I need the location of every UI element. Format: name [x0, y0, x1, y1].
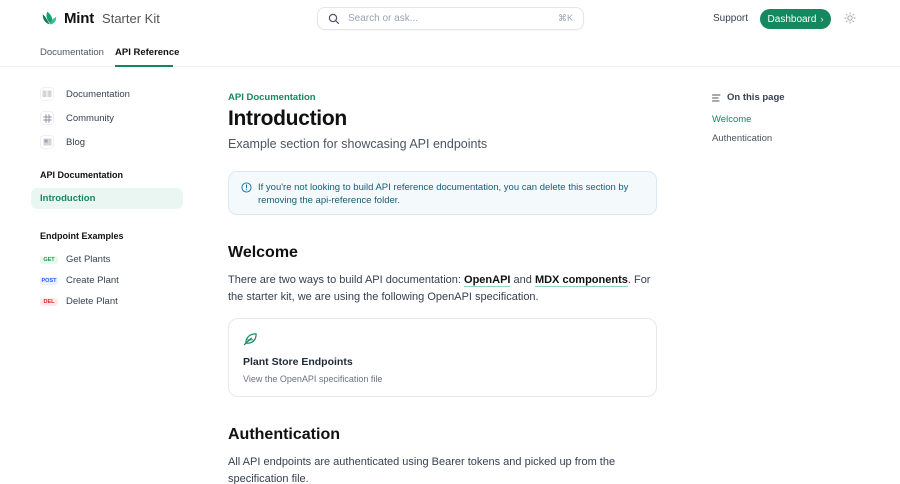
endpoint-label: Delete Plant	[66, 296, 118, 307]
dashboard-label: Dashboard	[767, 13, 817, 25]
card-title: Plant Store Endpoints	[243, 356, 353, 368]
slack-icon	[40, 111, 54, 125]
sidebar-item-delete-plant[interactable]	[40, 296, 118, 307]
callout-text: If you're not looking to build API reference documentation, you can delete this section by removing the api-reference folder.	[258, 182, 629, 206]
method-badge-get: GET	[40, 256, 58, 264]
search-shortcut: ⌘K	[557, 13, 573, 23]
nav-tabs	[0, 38, 900, 67]
search-icon	[328, 13, 340, 25]
chevron-right-icon: ›	[820, 14, 824, 24]
dashboard-button[interactable]	[760, 9, 831, 29]
info-icon	[241, 182, 252, 193]
authentication-paragraph: All API endpoints are authenticated using Bearer tokens and picked up from the specification file.	[228, 456, 616, 484]
method-badge-del: DEL	[40, 298, 58, 306]
sidebar-link-blog[interactable]	[40, 135, 85, 149]
toc-item-authentication[interactable]: Authentication	[712, 133, 773, 144]
plant-store-endpoints-card[interactable]	[228, 318, 657, 397]
active-tab-indicator	[115, 65, 173, 67]
sidebar-link-label: Documentation	[66, 88, 130, 100]
sun-icon[interactable]	[844, 12, 856, 24]
endpoint-label: Get Plants	[66, 254, 111, 265]
heading-welcome: Welcome	[228, 244, 298, 261]
sidebar-group-api-documentation: API Documentation	[40, 170, 124, 180]
brand-subtitle: Starter Kit	[102, 10, 160, 26]
newspaper-icon	[40, 135, 54, 149]
logo[interactable]	[40, 9, 160, 27]
toc-header	[712, 92, 785, 103]
sidebar-link-label: Community	[66, 112, 115, 124]
list-icon	[712, 94, 721, 102]
mint-logo-icon	[40, 9, 58, 27]
brand-name: Mint	[64, 9, 95, 27]
sidebar-item-create-plant[interactable]	[40, 275, 119, 286]
support-link[interactable]: Support	[713, 13, 749, 24]
card-description: View the OpenAPI specification file	[243, 374, 383, 384]
text-segment: There are two ways to build API documentation:	[228, 274, 465, 286]
section-eyebrow: API Documentation	[228, 92, 316, 103]
info-callout	[228, 171, 657, 215]
tab-api-reference[interactable]: API Reference	[115, 47, 180, 58]
page-title: Introduction	[228, 107, 347, 130]
sidebar-link-community[interactable]	[40, 111, 114, 125]
top-navbar	[0, 0, 900, 38]
sidebar-link-documentation[interactable]	[40, 87, 130, 101]
method-badge-post: POST	[41, 277, 57, 284]
openapi-link[interactable]: OpenAPI	[464, 274, 511, 286]
endpoint-label: Create Plant	[66, 275, 119, 286]
text-segment: and	[510, 274, 535, 286]
welcome-paragraph	[228, 272, 658, 306]
sidebar-item-get-plants[interactable]	[40, 254, 110, 265]
sidebar-group-endpoint-examples: Endpoint Examples	[40, 231, 124, 241]
sidebar-item-label[interactable]: Introduction	[40, 193, 96, 204]
toc-title: On this page	[727, 92, 785, 103]
sidebar-link-label: Blog	[66, 136, 86, 148]
book-icon	[40, 87, 54, 101]
heading-authentication: Authentication	[228, 426, 340, 443]
toc-item-welcome[interactable]: Welcome	[712, 114, 752, 125]
leaf-icon	[243, 331, 258, 346]
search-placeholder: Search or ask...	[348, 13, 419, 24]
page-description: Example section for showcasing API endpoints	[228, 137, 488, 151]
search-input[interactable]	[317, 7, 584, 30]
mdx-components-link[interactable]: MDX components	[534, 274, 628, 286]
text-segment: . For the starter kit, we are using the following OpenAPI specification.	[228, 274, 651, 303]
tab-documentation[interactable]: Documentation	[40, 47, 104, 58]
